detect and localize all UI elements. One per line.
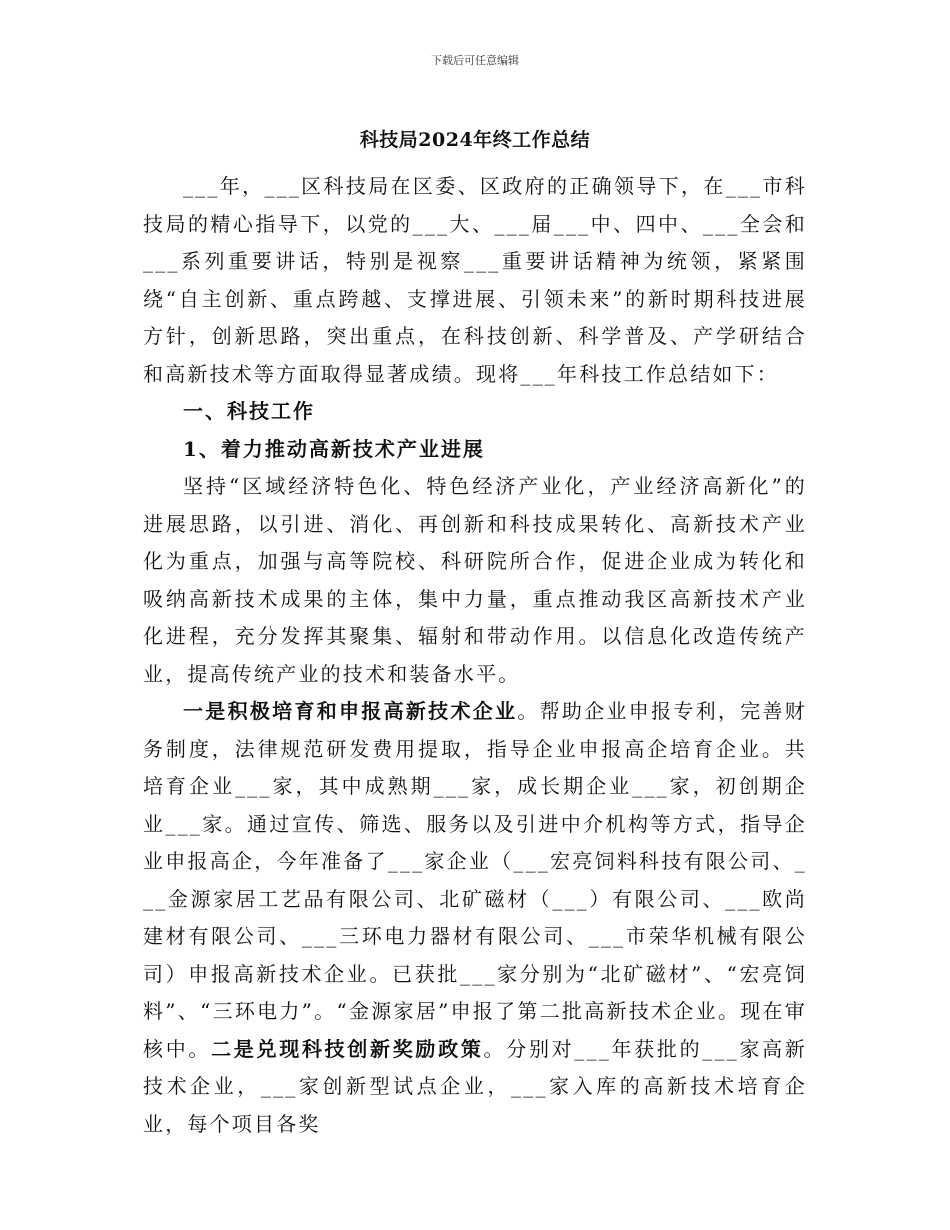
point2-lead: 二是兑现科技创新奖励政策 bbox=[211, 1036, 484, 1061]
point1-lead: 一是积极培育和申报高新技术企业 bbox=[183, 699, 518, 723]
header-note: 下载后可任意编辑 bbox=[431, 54, 519, 67]
subsection-paragraph: 坚持“区域经济特色化、特色经济产业化，产业经济高新化”的进展思路，以引进、消化、再创新和科技成果转化、高新技术产业化为重点，加强与高等院校、科研院所合作，促进企业成为转化和吸纳高新技术成果的主体，集中力量，重点推动我区高新技术产业化进程，充分发挥其聚集、辐射和带动作用。以信息化改造传统产业，提高传统产业的技术和装备水平。 bbox=[143, 474, 807, 686]
points-paragraph bbox=[143, 693, 807, 1143]
section-heading: 一、科技工作 bbox=[183, 399, 315, 423]
document-body bbox=[143, 168, 807, 1143]
document-title: 科技局2024年终工作总结 bbox=[359, 129, 591, 151]
subsection-heading: 1、着力推动高新技术产业进展 bbox=[183, 436, 485, 461]
point2-text: 。分别对___年获批的___家高新技术企业，___家创新型试点企业，___家入库的高新技术培育企业，每个项目各奖 bbox=[143, 1036, 807, 1136]
intro-paragraph: ___年，___区科技局在区委、区政府的正确领导下，在___市科技局的精心指导下，以党的___大、___届___中、四中、___全会和___系列重要讲话，特别是视察___重要讲话精神为统领，紧紧围绕“自主创新、重点跨越、支撑进展、引领未来”的新时期科技进展方针，创新思路，突出重点，在科技创新、科学普及、产学研结合和高新技术等方面取得显著成绩。现将___年科技工作总结如下： bbox=[143, 174, 807, 386]
point1-text: 。帮助企业申报专利，完善财务制度，法律规范研发费用提取，指导企业申报高企培育企业。共培育企业___家，其中成熟期___家，成长期企业___家，初创期企业___家。通过宣传、筛选、服务以及引进中介机构等方式，指导企业申报高企，今年准备了___家企业（___宏亮饲料科技有限公司、___金源家居工艺品有限公司、北矿磁材（___）有限公司、___欧尚建材有限公司、___三环电力器材有限公司、___市荣华机械有限公司）申报高新技术企业。已获批___家分别为“北矿磁材”、“宏亮饲料”、“三环电力”。“金源家居”申报了第二批高新技术企业。现在审核中。 bbox=[143, 699, 807, 1061]
